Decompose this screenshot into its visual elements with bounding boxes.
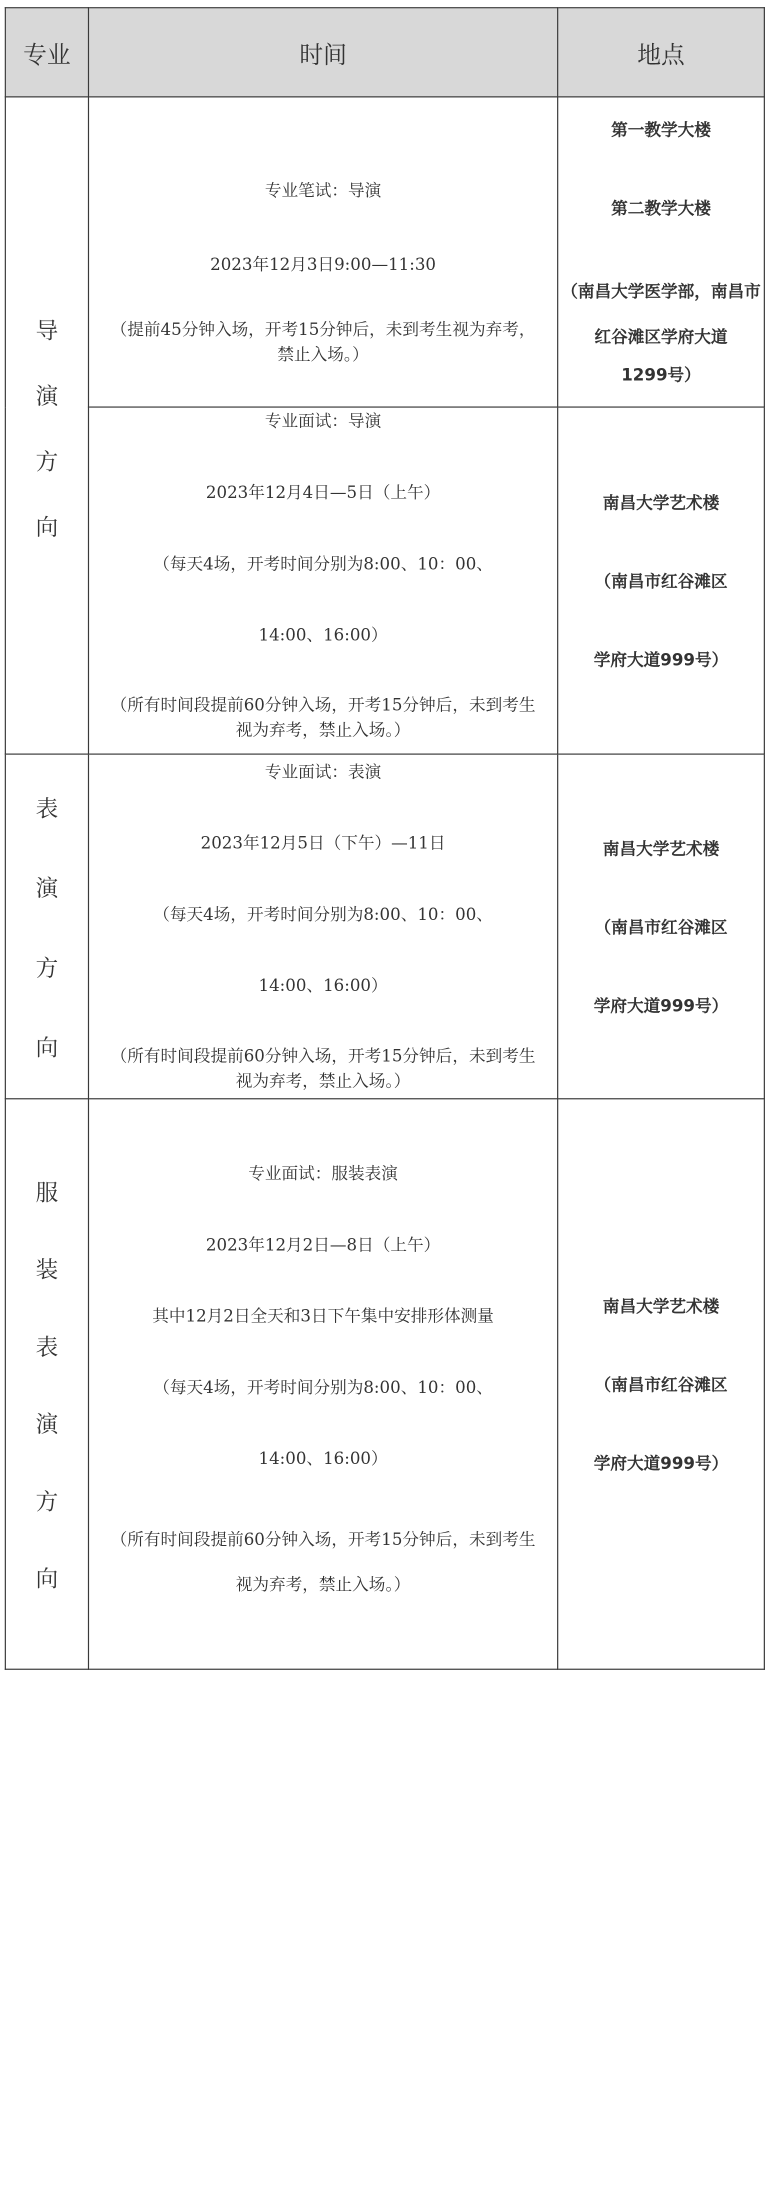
major-char: 演 xyxy=(35,1411,59,1438)
place-director-interview xyxy=(558,407,765,754)
exam-date: 2023年12月4日—5日（上午） xyxy=(205,483,441,503)
exam-schedule-table xyxy=(5,7,765,1670)
place-line: 第二教学大楼 xyxy=(611,199,711,219)
place-line: （南昌市红谷滩区 xyxy=(594,572,728,592)
place-line: 1299号） xyxy=(621,366,701,386)
time-performance xyxy=(88,754,557,1099)
table-row-performance xyxy=(5,754,764,1099)
major-char: 方 xyxy=(35,1488,59,1515)
exam-note: （所有时间段提前60分钟入场，开考15分钟后，未到考生视为弃考，禁止入场。） xyxy=(110,695,536,740)
header-time: 时间 xyxy=(88,8,557,97)
exam-measure: 其中12月2日全天和3日下午集中安排形体测量 xyxy=(152,1306,494,1326)
exam-date: 2023年12月2日—8日（上午） xyxy=(205,1235,441,1255)
place-line: 南昌大学艺术楼 xyxy=(602,1297,720,1317)
place-line: 学府大道999号） xyxy=(593,996,729,1016)
exam-note: （所有时间段提前60分钟入场，开考15分钟后，未到考生视为弃考，禁止入场。） xyxy=(110,1530,536,1595)
exam-title: 专业面试：服装表演 xyxy=(248,1164,398,1184)
place-line: 学府大道999号） xyxy=(593,650,729,670)
time-director-interview xyxy=(88,407,557,754)
place-fashion xyxy=(558,1099,765,1669)
major-char: 向 xyxy=(35,1034,59,1061)
major-char: 表 xyxy=(35,1334,59,1361)
place-director-written xyxy=(558,97,765,407)
time-director-written xyxy=(88,97,557,407)
major-char: 服 xyxy=(35,1179,59,1206)
major-char: 方 xyxy=(35,449,59,476)
exam-date: 2023年12月5日（下午）—11日 xyxy=(200,833,446,853)
table-row-fashion xyxy=(5,1099,764,1669)
exam-sessions: （每天4场，开考时间分别为8:00、10：00、 xyxy=(153,554,493,574)
exam-title: 专业面试：表演 xyxy=(264,762,382,782)
table-header-row xyxy=(5,8,764,97)
major-char: 演 xyxy=(35,383,59,411)
major-char: 导 xyxy=(35,318,59,345)
exam-date: 2023年12月3日9:00—11:30 xyxy=(210,255,436,275)
header-place: 地点 xyxy=(558,8,765,97)
exam-title: 专业笔试：导演 xyxy=(264,181,382,201)
major-char: 方 xyxy=(35,954,59,982)
exam-sessions: （每天4场，开考时间分别为8:00、10：00、 xyxy=(153,1378,493,1398)
major-char: 演 xyxy=(35,875,59,902)
place-line: （南昌市红谷滩区 xyxy=(594,1375,728,1395)
table-row-director-interview xyxy=(5,407,764,754)
major-director xyxy=(5,97,88,754)
exam-note: （提前45分钟入场，开考15分钟后，未到考生视为弃考，禁止入场。） xyxy=(110,320,536,365)
exam-sessions: 14:00、16:00） xyxy=(258,1449,388,1469)
major-performance xyxy=(5,754,88,1099)
place-line: 学府大道999号） xyxy=(593,1454,729,1474)
exam-sessions: 14:00、16:00） xyxy=(258,976,388,996)
place-line: （南昌市红谷滩区 xyxy=(594,918,728,938)
major-fashion xyxy=(5,1099,88,1669)
table-row-director-written xyxy=(5,97,764,407)
time-fashion xyxy=(88,1099,557,1669)
major-char: 装 xyxy=(35,1256,59,1283)
exam-sessions: （每天4场，开考时间分别为8:00、10：00、 xyxy=(153,905,493,925)
major-char: 向 xyxy=(35,514,59,541)
exam-title: 专业面试：导演 xyxy=(264,411,382,431)
major-char: 向 xyxy=(35,1565,59,1592)
place-line: 南昌大学艺术楼 xyxy=(602,839,720,859)
place-line: 南昌大学艺术楼 xyxy=(602,493,720,513)
exam-sessions: 14:00、16:00） xyxy=(258,625,388,645)
header-major: 专业 xyxy=(5,8,88,97)
exam-note: （所有时间段提前60分钟入场，开考15分钟后，未到考生视为弃考，禁止入场。） xyxy=(110,1046,536,1091)
place-line: 第一教学大楼 xyxy=(611,121,711,141)
major-char: 表 xyxy=(35,795,59,822)
place-performance xyxy=(558,754,765,1099)
place-line: （南昌大学医学部，南昌市红谷滩区学府大道 xyxy=(561,282,761,348)
